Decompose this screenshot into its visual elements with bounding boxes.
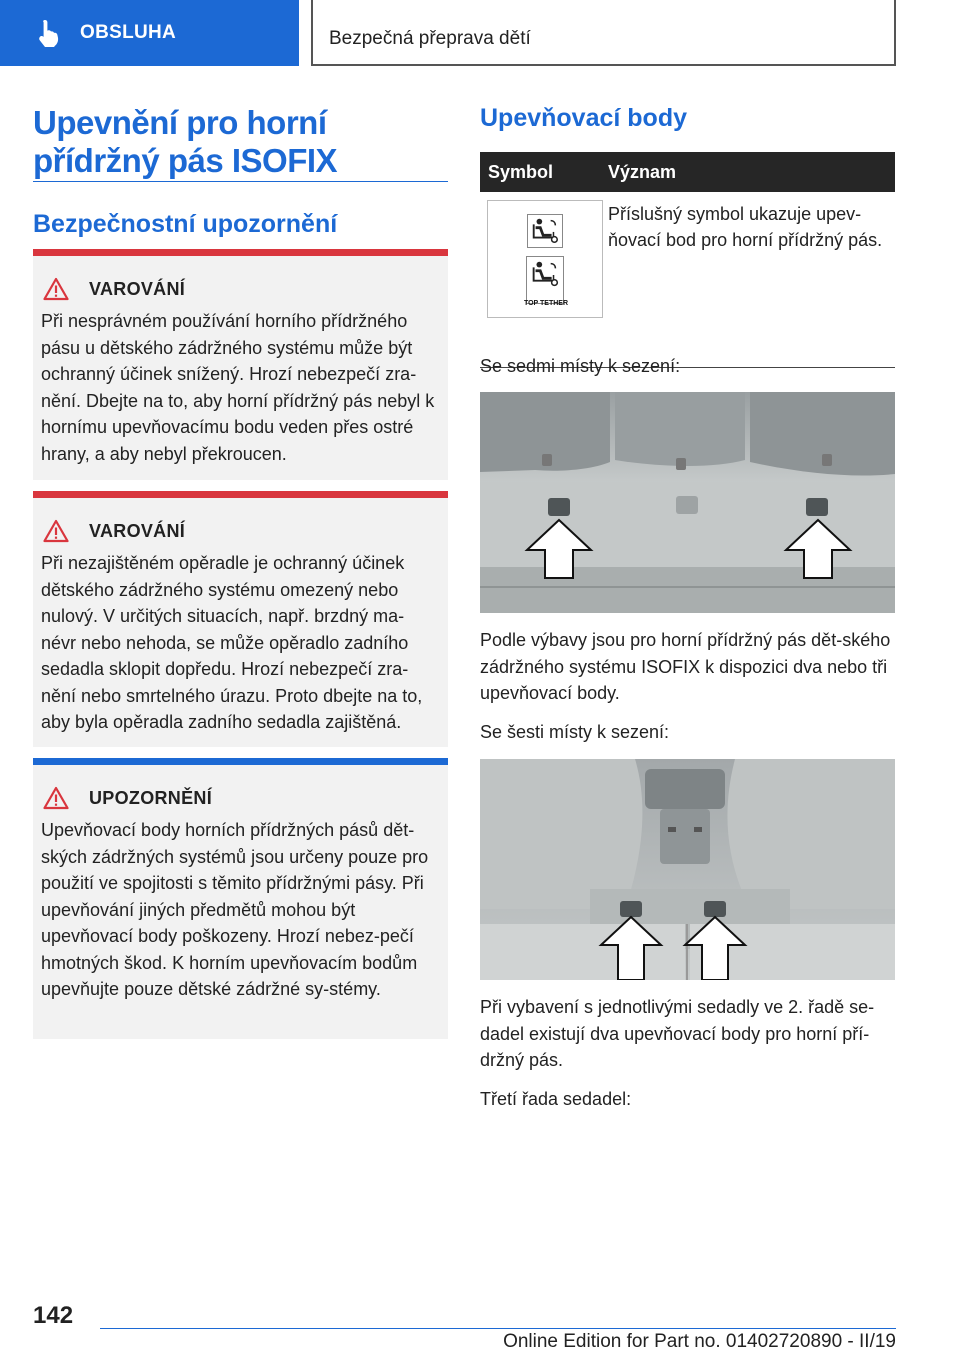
hand-pointer-icon [36, 18, 62, 48]
warning-label: VAROVÁNÍ [89, 278, 186, 299]
page-title: Upevnění pro horní přídržný pás ISOFIX [33, 104, 338, 179]
paragraph-equipment: Podle výbavy jsou pro horní přídržný pás dět-ského zádržného systému ISOFIX k dispozici dva nebo tři upevňovací body. [480, 630, 891, 703]
safety-notes-heading: Bezpečnostní upozornění [33, 210, 338, 238]
warning-triangle-icon [43, 277, 69, 301]
footer-divider [100, 1328, 896, 1329]
warning-text: Při nezajištěném opěradle je ochranný účinek dětského zádržného systému omezený nebo nulový. V určitých situacích, např. brzdný ma-névr nebo nehoda, se může opěradlo zadního sedadla sklopit dopředu. Hrozí nebezpečí zra-nění nebo smrtelného úrazu. Proto dbejte na to, aby byla opěradla zadního sedadla zajištěná. [41, 553, 423, 732]
warning-label: VAROVÁNÍ [89, 520, 186, 541]
child-seat-anchor-icon [527, 214, 563, 248]
photo-six-seats [480, 759, 895, 980]
column-header-meaning: Význam [608, 161, 677, 182]
table-row [480, 192, 895, 368]
paragraph-third-row: Třetí řada sedadel: [480, 1089, 632, 1109]
table-header [480, 152, 895, 192]
symbol-table [480, 152, 895, 368]
paragraph-individual-seats: Při vybavení s jednotlivými sedadly ve 2. řadě se-dadel existují dva upevňovací body pro horní pří-držný pás. [480, 997, 875, 1070]
section-title: Bezpečná přeprava dětí [311, 0, 896, 66]
edition-info: Online Edition for Part no. 01402720890 - II/19 [503, 1331, 896, 1352]
warning-text: Při nesprávném používání horního přídržného pásu u dětského zádržného systému může být ochranný účinek snížený. Hrozí nebezpečí zra-nění. Dbejte na to, aby horní přídržný pás nebyl k hornímu upevňovacímu bodu veden přes ostré hrany, a aby nebyl překroucen. [41, 311, 435, 464]
anchor-points-heading: Upevňovací body [480, 104, 687, 132]
paragraph-seven-seats: Se sedmi místy k sezení: [480, 356, 681, 376]
warning-box-2 [33, 491, 448, 747]
column-header-symbol: Symbol [488, 161, 554, 182]
notice-box [33, 758, 448, 1039]
chapter-tab[interactable] [0, 0, 299, 66]
notice-text: Upevňovací body horních přídržných pásů dět-ských zádržných systémů jsou určeny pouze pro použití ve spojitosti s těmito přídržnými pásy. Při upevňování jiných předmětů mohou být upevňovací body poškozeny. Hrozí nebez-pečí hmotných škod. K horním upevňovacím bodům upevňujte pouze dětské zádržné sy-stémy. [41, 820, 429, 999]
notice-label: UPOZORNĚNÍ [89, 787, 213, 808]
paragraph-six-seats: Se šesti místy k sezení: [480, 722, 670, 742]
symbol-meaning: Příslušný symbol ukazuje upev-ňovací bod pro horní přídržný pás. [608, 204, 883, 250]
warning-triangle-icon [43, 519, 69, 543]
top-tether-icon [523, 256, 569, 307]
symbol-cell [487, 200, 603, 318]
warning-triangle-icon [43, 786, 69, 810]
photo-seven-seats [480, 392, 895, 613]
title-divider [33, 181, 448, 182]
page-number: 142 [33, 1302, 74, 1329]
chapter-tab-label: OBSLUHA [80, 22, 177, 43]
symbol-caption: TOP TETHER [523, 300, 569, 307]
warning-box-1 [33, 249, 448, 480]
